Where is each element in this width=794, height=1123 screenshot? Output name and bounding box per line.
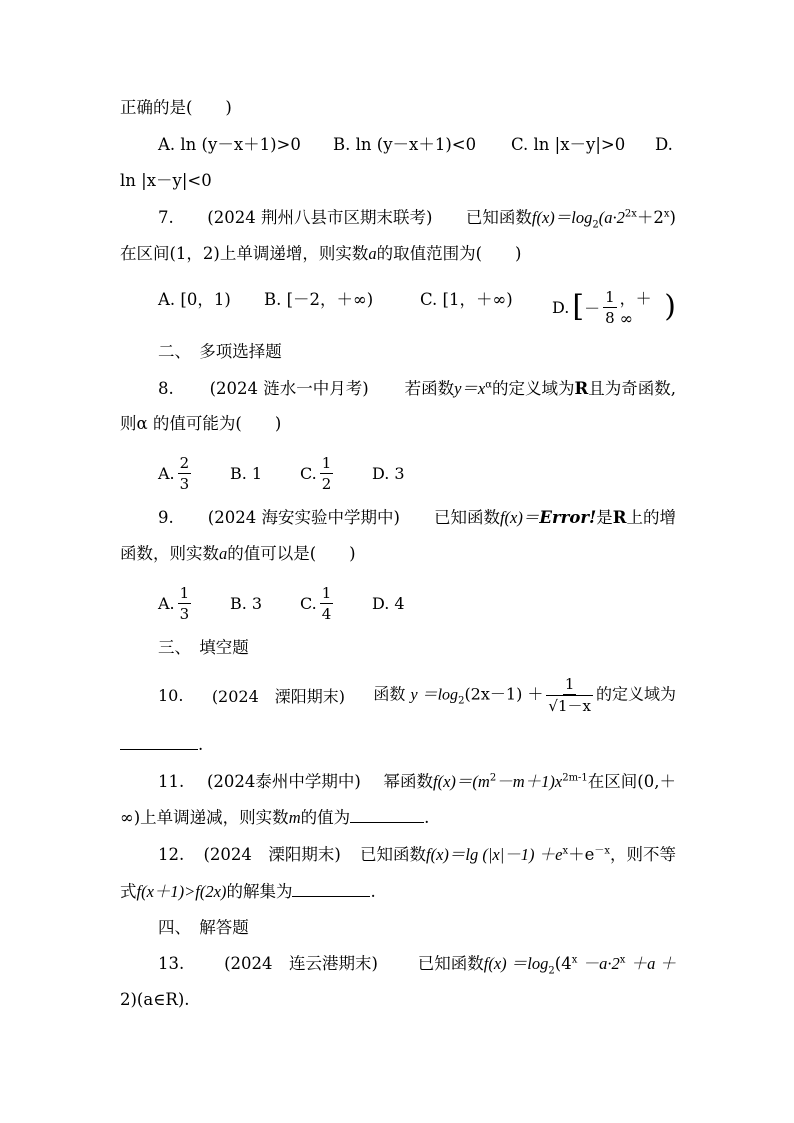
section-4-title: 四、 解答题 — [158, 918, 249, 937]
q7-source: (2024 荆州八县市区期末联考) — [207, 208, 433, 227]
q9-error-marker: Error! — [539, 508, 597, 527]
q7-option-c: C. [1，＋∞) — [420, 290, 513, 309]
q9-line2: 函数，则实数a的值可以是( ) — [120, 544, 356, 563]
q6-option-a: A. ln (y－x＋1)>0 — [158, 135, 301, 154]
section-2-title: 二、 多项选择题 — [158, 342, 282, 361]
section-3-title: 三、 填空题 — [158, 638, 249, 657]
q6-option-b: B. ln (y－x＋1)<0 — [333, 135, 477, 154]
q6-option-d-label: D. — [655, 135, 673, 154]
q6-tail: 正确的是( ) — [120, 98, 232, 117]
q10-line2: . — [120, 733, 676, 757]
q7-option-d-fraction: $\frac{1}{8}$ — [605, 287, 615, 327]
q7-option-a: A. [0，1) — [158, 290, 231, 309]
q11-line2: ∞)上单调递减，则实数m的值为 . — [120, 808, 430, 827]
q8-line1: 8. (2024 涟水一中月考) 若函数$y=x^\alpha$的定义域为R且为奇函数, — [158, 379, 676, 398]
q6-option-c: C. ln |x－y|>0 — [511, 135, 626, 154]
q10-line1: 10. (2024 溧阳期末) 函数 $y =\log_2(2x-1)$ ＋ $\frac{1}{√1-x}$ 的定义域为 — [158, 675, 676, 715]
q13-line2: 2)(a∈R). — [120, 990, 190, 1009]
q11-line1: 11. (2024泰州中学期中) 幂函数$f(x)=(m^2-m+1)x^{2m-1}$在区间(0,＋ — [158, 772, 676, 791]
q6-option-d-text: ln |x－y|<0 — [120, 171, 212, 190]
q13-line1: 13. (2024 连云港期末) 已知函数$f(x) =\log_2(4^x -a\cdot 2^x +a$ ＋ — [158, 954, 676, 977]
q9-line1: 9. (2024 海安实验中学期中) 已知函数f(x)＝Error!是R上的增 — [158, 508, 676, 527]
q7-line2: 在区间(1，2)上单调递增，则实数a的取值范围为( ) — [120, 244, 522, 263]
q12-line2: 式f(x＋1)>f(2x)的解集为 . — [120, 882, 376, 901]
q7-text: 已知函数$f(x)=\log_2(a\cdot 2^{2x}+2^x)$ — [465, 208, 676, 231]
q10-fraction: $\frac{1}{√1-x}$ — [548, 675, 591, 715]
q9-options: A. $\frac{1}{3}$ B. 3 C. $\frac{1}{4}$ D. 4 — [158, 583, 405, 623]
answer-blank — [350, 806, 424, 823]
answer-blank — [120, 733, 198, 750]
q8-options: A. $\frac{2}{3}$ B. 1 C. $\frac{1}{2}$ D. 3 — [158, 453, 405, 493]
q7-line1 — [158, 206, 676, 230]
q8-line2: 则α 的值可能为( ) — [120, 414, 282, 433]
answer-blank — [292, 880, 370, 897]
q7-option-d: D. [ － $\frac{1}{8}$ ，＋∞ ) — [552, 287, 676, 328]
q7-number: 7. — [158, 208, 174, 227]
q12-line1: 12. (2024 溧阳期末) 已知函数f(x)＝lg $(|x|-1) +e^x+e^{-x}$，则不等 — [158, 845, 676, 864]
q7-option-b: B. [－2，＋∞) — [264, 290, 374, 309]
